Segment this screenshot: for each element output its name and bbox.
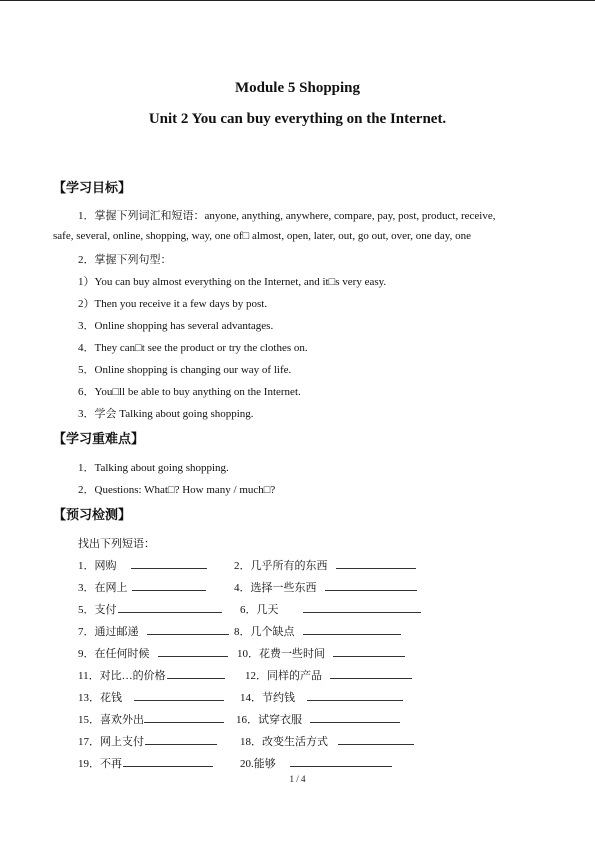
- phrase-item-right: 4．选择一些东西: [234, 579, 417, 595]
- answer-blank[interactable]: [132, 580, 206, 591]
- answer-blank[interactable]: [123, 756, 213, 767]
- phrase-item-right: 8．几个缺点: [234, 623, 401, 639]
- phrase-item-right: 18．改变生活方式: [240, 733, 414, 749]
- phrase-item-right: 2．几乎所有的东西: [234, 557, 416, 573]
- sentence-4: 4．They can□t see the product or try the clothes on.: [78, 342, 308, 354]
- goals-item1-line2: safe, several, online, shopping, way, one of□ almost, open, later, out, go out, over, one day, one: [53, 230, 471, 242]
- answer-blank[interactable]: [134, 690, 224, 701]
- phrase-item-left: 7．通过邮递: [78, 623, 229, 639]
- sentence-5: 5．Online shopping is changing our way of life.: [78, 364, 292, 376]
- answer-blank[interactable]: [118, 602, 222, 613]
- phrase-item-left: 13．花钱: [78, 689, 224, 705]
- answer-blank[interactable]: [303, 624, 401, 635]
- sentence-6: 6．You□ll be able to buy anything on the Internet.: [78, 386, 301, 398]
- preview-instruction: 找出下列短语：: [78, 538, 155, 550]
- phrase-item-left: 11．对比…的价格: [78, 667, 225, 683]
- phrase-item-left: 9．在任何时候: [78, 645, 228, 661]
- page-number: 1 / 4: [289, 774, 306, 784]
- answer-blank[interactable]: [330, 668, 412, 679]
- answer-blank[interactable]: [147, 624, 229, 635]
- section-heading-goals: 【学习目标】: [53, 180, 132, 195]
- answer-blank[interactable]: [310, 712, 400, 723]
- section-heading-preview: 【预习检测】: [53, 507, 132, 522]
- answer-blank[interactable]: [333, 646, 405, 657]
- answer-blank[interactable]: [167, 668, 225, 679]
- answer-blank[interactable]: [290, 756, 392, 767]
- goals-item3: 3．学会 Talking about going shopping.: [78, 408, 254, 420]
- phrase-item-right: 20.能够: [240, 755, 392, 771]
- phrase-item-right: 10．花费一些时间: [237, 645, 405, 661]
- answer-blank[interactable]: [338, 734, 414, 745]
- answer-blank[interactable]: [145, 734, 217, 745]
- phrase-item-right: 14．节约钱: [240, 689, 403, 705]
- phrase-item-left: 15．喜欢外出: [78, 711, 224, 727]
- phrase-item-right: 16．试穿衣服: [236, 711, 400, 727]
- phrase-item-left: 5．支付: [78, 601, 222, 617]
- answer-blank[interactable]: [336, 558, 416, 569]
- goals-item2: 2．掌握下列句型：: [78, 254, 172, 266]
- page-title: Module 5 Shopping: [234, 80, 361, 96]
- answer-blank[interactable]: [325, 580, 417, 591]
- sentence-2: 2）Then you receive it a few days by post.: [78, 298, 268, 310]
- difficulty-item-2: 2．Questions: What□? How many / much□?: [78, 484, 276, 496]
- phrase-item-left: 1．网购: [78, 557, 207, 573]
- section-heading-difficulties: 【学习重难点】: [53, 431, 145, 446]
- page-top-rule: [0, 0, 595, 1]
- phrase-item-right: 12．同样的产品: [245, 667, 412, 683]
- phrase-item-left: 17．网上支付: [78, 733, 217, 749]
- answer-blank[interactable]: [307, 690, 403, 701]
- phrase-item-left: 19．不再: [78, 755, 213, 771]
- answer-blank[interactable]: [158, 646, 228, 657]
- goals-item1-line1: 1．掌握下列词汇和短语：anyone, anything, anywhere, compare, pay, post, product, receive,: [78, 210, 496, 222]
- sentence-1: 1）You can buy almost everything on the Internet, and it□s very easy.: [78, 276, 387, 288]
- answer-blank[interactable]: [303, 602, 421, 613]
- difficulty-item-1: 1．Talking about going shopping.: [78, 462, 229, 474]
- phrase-item-left: 3．在网上: [78, 579, 206, 595]
- answer-blank[interactable]: [131, 558, 207, 569]
- phrase-item-right: 6．几天: [240, 601, 421, 617]
- answer-blank[interactable]: [144, 712, 224, 723]
- page-subtitle: Unit 2 You can buy everything on the Internet.: [148, 111, 447, 127]
- sentence-3: 3．Online shopping has several advantages.: [78, 320, 274, 332]
